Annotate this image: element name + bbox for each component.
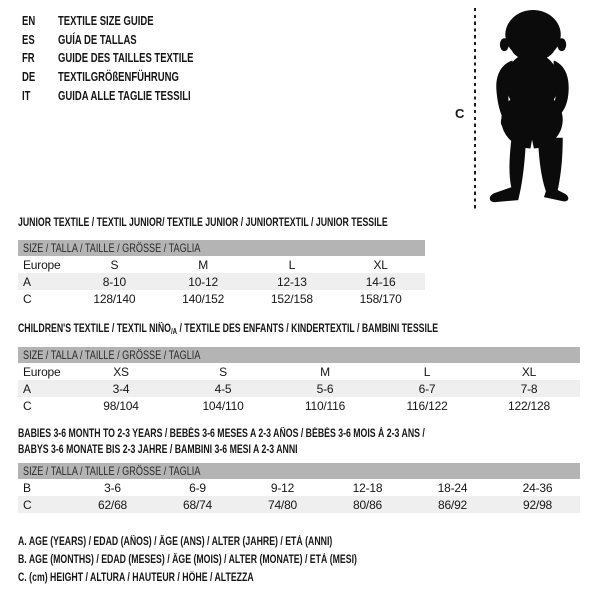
table-cell: 6-9: [189, 480, 206, 495]
language-code: IT: [22, 88, 31, 103]
language-title: GUIDE DES TAILLES TEXTILE: [58, 51, 194, 66]
table-cell: 18-24: [437, 480, 468, 495]
language-row-en: [22, 12, 236, 31]
table-cell: 6-7: [418, 381, 436, 396]
table-cell: 110/116: [304, 398, 346, 413]
table-cell: S: [110, 257, 119, 272]
table-cell: S: [219, 364, 227, 379]
table-cell: 12-18: [352, 480, 383, 495]
table-row: [18, 273, 425, 290]
size-header-label: SIZE / TALLA / TAILLE / GRÖSSE / TAGLIA: [23, 464, 201, 478]
table-row: [18, 479, 580, 496]
table-row: [18, 256, 425, 273]
size-header-bar: [18, 347, 580, 363]
language-list: [22, 12, 236, 105]
babies-title-line1: BABIES 3-6 MONTH TO 2-3 YEARS / BEBÉS 3-6 MESES A 2-3 AÑOS / BÉBÉS 3-6 MOIS À 2-3 ANS /: [18, 428, 425, 440]
legend-row-b: [18, 551, 464, 569]
table-row: [18, 397, 580, 414]
size-header-label: SIZE / TALLA / TAILLE / GRÖSSE / TAGLIA: [23, 241, 201, 255]
table-cell: 24-36: [522, 480, 553, 495]
row-label: Europe: [23, 257, 61, 272]
table-cell: 116/122: [406, 398, 448, 413]
children-size-table: [18, 347, 580, 414]
table-cell: 10-12: [188, 274, 218, 289]
table-cell: XL: [373, 257, 388, 272]
table-cell: L: [288, 257, 296, 272]
height-measure-dashed-line: [474, 8, 476, 210]
row-label: C: [23, 291, 32, 306]
table-cell: 68/74: [182, 497, 213, 512]
table-cell: 74/80: [267, 497, 298, 512]
table-cell: 5-6: [316, 381, 334, 396]
language-title: TEXTILGRÖßENFÜHRUNG: [58, 70, 179, 85]
table-cell: 122/128: [508, 398, 550, 413]
table-cell: 98/104: [103, 398, 139, 413]
table-cell: 128/140: [93, 291, 136, 306]
language-row-es: [22, 31, 236, 50]
table-cell: 140/152: [182, 291, 225, 306]
table-cell: 62/68: [97, 497, 128, 512]
table-cell: M: [198, 257, 209, 272]
children-title-suffix: / TEXTILE DES ENFANTS / KINDERTEXTIL / BAMBINI TESSILE: [177, 323, 439, 335]
language-code: ES: [22, 32, 35, 47]
legend-text: B. AGE (MONTHS) / EDAD (MESES) / ÂGE (MOIS) / ALTER (MONATE) / ETÀ (MESI): [18, 554, 357, 567]
table-cell: 152/158: [270, 291, 313, 306]
table-row: [18, 363, 580, 380]
table-row: [18, 290, 425, 307]
table-cell: 4-5: [214, 381, 232, 396]
row-label: C: [23, 398, 32, 413]
junior-section-title-text: JUNIOR TEXTILE / TEXTIL JUNIOR/ TEXTILE JUNIOR / JUNIORTEXTIL / JUNIOR TESSILE: [18, 217, 388, 229]
legend-text: A. AGE (YEARS) / EDAD (AÑOS) / ÂGE (ANS) / ALTER (JAHRE) / ETÀ (ANNI): [18, 536, 333, 549]
table-cell: XS: [113, 364, 129, 379]
children-title-prefix: CHILDREN'S TEXTILE / TEXTIL NIÑO: [18, 323, 171, 335]
table-cell: 92/98: [522, 497, 553, 512]
size-header-bar: [18, 463, 580, 479]
measure-legend: [18, 533, 464, 588]
table-cell: 3-6: [104, 480, 121, 495]
table-cell: 80/86: [352, 497, 383, 512]
legend-text: C. (cm) HEIGHT / ALTURA / HAUTEUR / HÖHE / ALTEZZA: [18, 572, 254, 585]
table-cell: 3-4: [112, 381, 130, 396]
language-code: DE: [22, 70, 36, 85]
row-label: A: [23, 274, 31, 289]
size-header-bar: [18, 240, 425, 256]
row-label: B: [23, 480, 31, 495]
table-cell: 14-16: [365, 274, 396, 289]
language-title: GUÍA DE TALLAS: [58, 32, 137, 47]
table-cell: M: [320, 364, 330, 379]
children-section-title-text: [18, 322, 438, 340]
row-label: Europe: [23, 364, 61, 379]
language-code: FR: [22, 51, 35, 66]
table-cell: 12-13: [277, 274, 307, 289]
junior-size-table: [18, 240, 425, 307]
row-label: C: [23, 497, 32, 512]
junior-section-title: [18, 216, 504, 232]
table-cell: 7-8: [520, 381, 538, 396]
toddler-silhouette: [482, 9, 592, 207]
size-header-label: SIZE / TALLA / TAILLE / GRÖSSE / TAGLIA: [23, 348, 201, 362]
children-title-subscript: /A: [170, 327, 178, 336]
language-code: EN: [22, 14, 36, 29]
row-label: A: [23, 381, 31, 396]
language-title: TEXTILE SIZE GUIDE: [58, 14, 154, 29]
legend-row-c: [18, 569, 464, 587]
babies-size-table: [18, 463, 580, 513]
language-row-it: [22, 86, 236, 105]
table-cell: 158/170: [359, 291, 402, 306]
children-section-title: [18, 322, 571, 340]
table-row: [18, 496, 580, 513]
table-cell: L: [423, 364, 431, 379]
language-row-fr: [22, 49, 236, 68]
table-cell: 9-12: [270, 480, 295, 495]
language-row-de: [22, 68, 236, 87]
legend-row-a: [18, 533, 464, 551]
babies-section-title: [18, 427, 553, 458]
height-measure-label: C: [455, 106, 465, 121]
table-cell: XL: [521, 364, 537, 379]
babies-title-line2: BABYS 3-6 MONATE BIS 2-3 JAHRE / BAMBINI 3-6 MESI A 2-3 ANNI: [18, 443, 298, 456]
language-title: GUIDA ALLE TAGLIE TESSILI: [58, 88, 191, 103]
table-row: [18, 380, 580, 397]
table-cell: 104/110: [202, 398, 244, 413]
table-cell: 8-10: [102, 274, 126, 289]
table-cell: 86/92: [437, 497, 468, 512]
